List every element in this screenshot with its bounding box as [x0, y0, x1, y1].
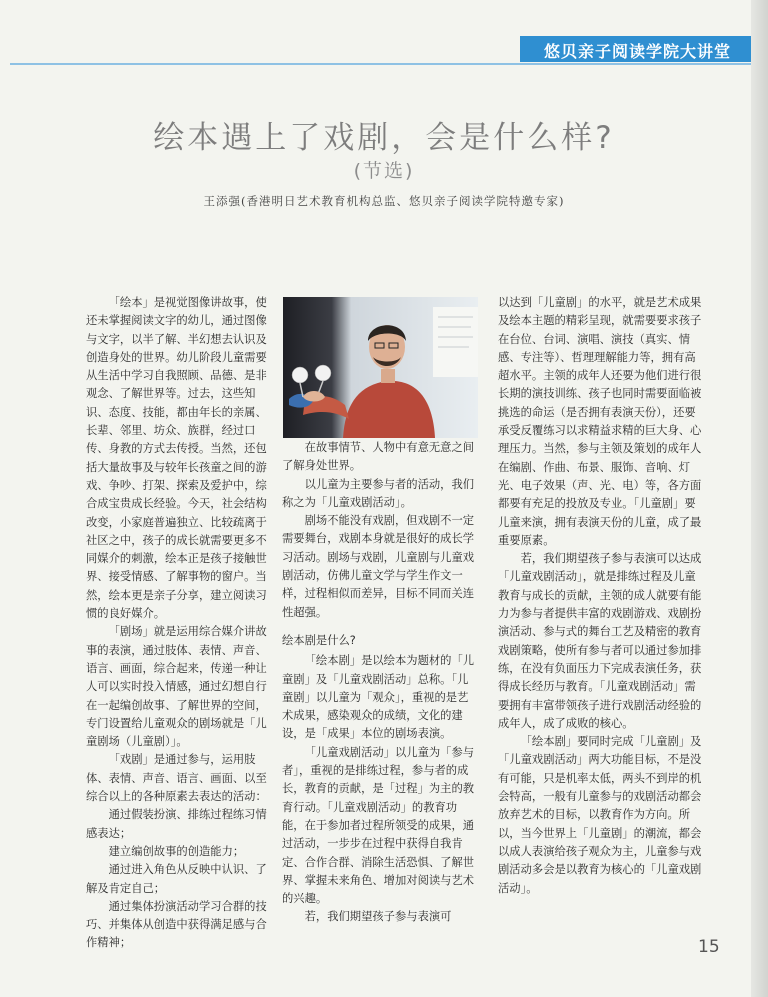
paragraph: 在故事情节、人物中有意无意之间了解身处世界。 [282, 441, 475, 473]
article-title: 绘本遇上了戏剧，会是什么样? [153, 120, 615, 156]
text-column-3 [498, 294, 702, 898]
paragraph: 建立编创故事的创造能力； [108, 844, 245, 858]
paragraph: 「绘本剧」要同时完成「儿童剧」及「儿童戏剧活动」两大功能目标，不是没有可能，只是机率太低，两头不到岸的机会特高，一般有儿童参与的戏剧活动都会放弃艺术的目标，以教育作为方向。所以，当今世界上「儿童剧」的潮流，都会以成人表演给孩子观众为主，儿童参与戏剧活动多会是以教育为核心的「儿童戏剧活动」。 [498, 735, 702, 895]
page-spine-shadow [751, 0, 768, 997]
paragraph: 剧场不能没有戏剧，但戏剧不一定需要舞台，戏剧本身就是很好的成长学习活动。剧场与戏剧，儿童剧与儿童戏剧活动，仿佛儿童文学与学生作文一样，过程相似而差异，目标不同而关连性超强。 [282, 514, 475, 619]
paragraph: 「儿童戏剧活动」以儿童为「参与者」，重视的是排练过程，参与者的成长，教育的贡献，是「过程」为主的教育行动。「儿童戏剧活动」的教育功能，在于参加者过程所领受的成果，通过活动，一步步在过程中获得自我肯定、合作合群、消除生活恐惧、了解世界、掌握未来角色、增加对阅读与艺术的兴趣。 [282, 745, 475, 906]
section-title: 悠贝亲子阅读学院大讲堂 [544, 42, 732, 61]
article-author: 王添强(香港明日艺术教育机构总监、悠贝亲子阅读学院特邀专家) [203, 194, 565, 208]
paragraph: 以儿童为主要参与者的活动，我们称之为「儿童戏剧活动」。 [282, 477, 475, 509]
article-subtitle: (节选) [353, 160, 415, 182]
section-header-band [520, 36, 768, 62]
text-column-2 [282, 439, 478, 927]
paragraph: 以达到「儿童剧」的水平，就是艺术成果及绘本主题的精彩呈现，就需要要求孩子在台位、台词、演唱、演技（真实、情感、专注等）、哲理理解能力等，拥有高超水平。主领的成年人还要为他们进行很长期的演技训练、孩子也同时需要面临被挑选的命运（是否拥有表演天份），还要承受反覆练习以求精益求精的巨大身、心理压力。当然，参与主领及策划的成年人在编剧、作曲、布景、服饰、音响、灯光、电子效果（声、光、电）等，各方面都要有充足的投放及专业。「儿童剧」要儿童来演，拥有表演天份的儿童，成了最重要原素。 [498, 296, 702, 547]
paragraph: 通过集体扮演活动学习合群的技巧、并集体从创造中获得满足感与合作精神； [86, 899, 267, 950]
paragraph: 「戏剧」是通过参与，运用肢体、表情、声音、语言、画面、以至综合以上的各种原素去表达的活动： [86, 753, 267, 804]
photo-illustration [283, 297, 478, 438]
paragraph: 若，我们期望孩子参与表演可 [304, 910, 452, 924]
paragraph: 「绘本剧」是以绘本为题材的「儿童剧」及「儿童戏剧活动」总称。「儿童剧」以儿童为「观众」，重视的是艺术成果，感染观众的成绩，文化的建设，是「成果」本位的剧场表演。 [282, 654, 475, 741]
paragraph: 若，我们期望孩子参与表演可以达成「儿童戏剧活动」，就是排练过程及儿童教育与成长的贡献，主领的成人就要有能力为参与者提供丰富的戏剧游戏、戏剧扮演活动、参与式的舞台工艺及精密的教育戏剧策略，使所有参与者可以通过参加排练，在没有负面压力下完成表演任务，获得成长经历与教育。「儿童戏剧活动」需要拥有丰富带领孩子进行戏剧活动经验的成年人，成了成败的核心。 [498, 552, 702, 730]
paragraph: 通过进入角色从反映中认识、了解及肯定自己； [86, 863, 267, 895]
text-column-1 [86, 294, 270, 953]
paragraph: 「剧场」就是运用综合媒介讲故事的表演，通过肢体、表情、声音、语言、画面，综合起来，传递一种让人可以实时投入情感，通过幻想自行在一起编创故事、了解世界的空间，专门设置给儿童观众的剧场就是「儿童剧场（儿童剧）」。 [86, 625, 267, 749]
header-divider [10, 63, 768, 65]
paragraph: 通过假装扮演、排练过程练习情感表达； [86, 808, 267, 840]
paragraph: 「绘本」是视觉图像讲故事，使还未掌握阅读文字的幼儿，通过图像与文字，以半了解、半幻想去认识及创造身处的世界。幼儿阶段儿童需要从生活中学习自我照顾、品德、是非观念、了解世界等。过去，这些知识、态度、技能，都由年长的亲属、长辈、邻里、坊众、族群，经过口传、身教的方式去传授。当然，还包括大量故事及与较年长孩童之间的游戏、争吵、打架、探索及爱护中，综合成宝贵成长经验。今天，社会结构改变，小家庭普遍独立、比较疏离于社区之中，孩子的成长就需要更多不同媒介的刺激，绘本正是孩子接触世界、接受情感、了解事物的窗户。当然，绘本更是亲子分享，建立阅读习惯的良好媒介。 [86, 296, 267, 621]
section-subheading: 绘本剧是什么? [282, 633, 356, 647]
teacher-with-puppets-photo [283, 297, 478, 438]
page-number: 15 [698, 937, 720, 957]
